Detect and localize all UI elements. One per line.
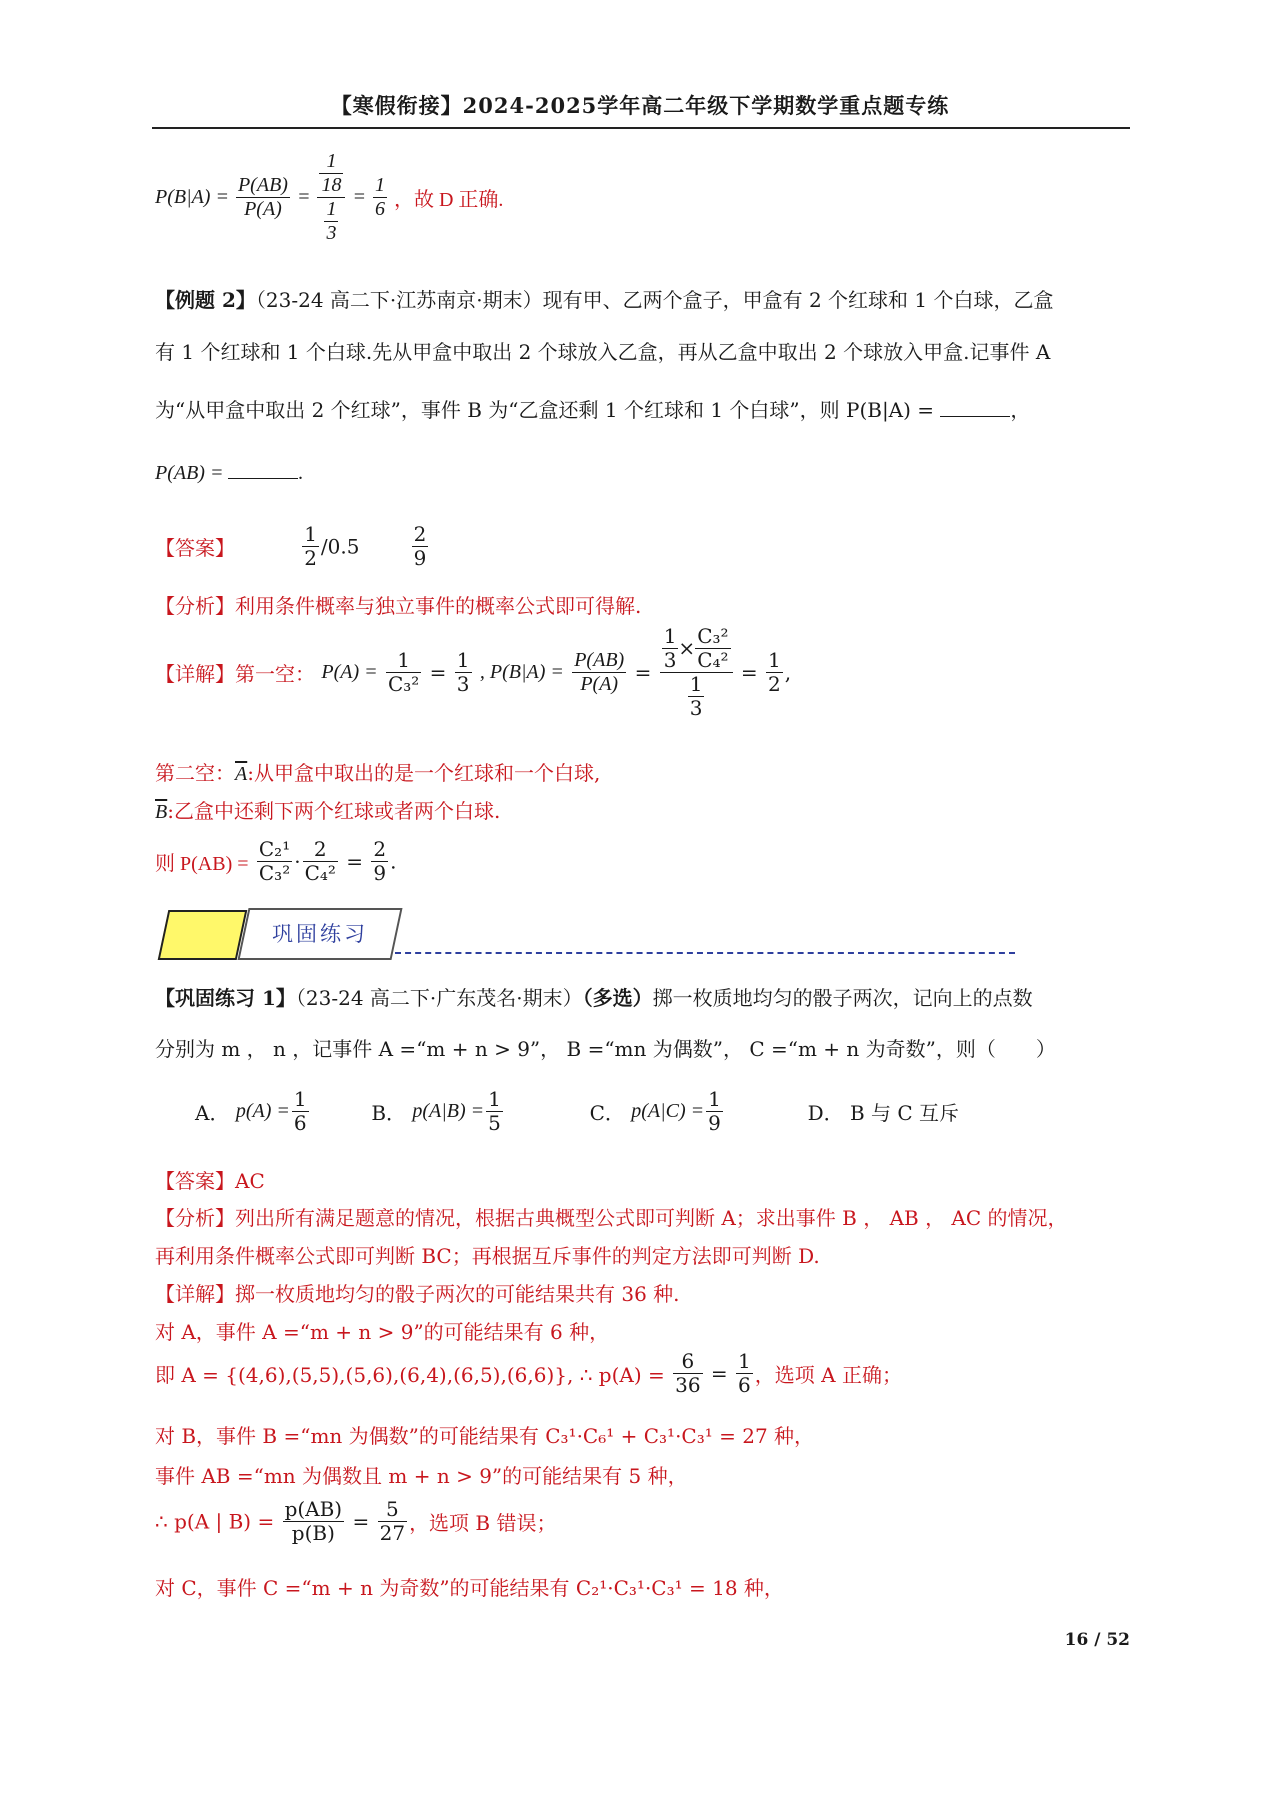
frac-den: 6 — [738, 1373, 751, 1397]
detail2-note: ，选项 B 错误； — [409, 1511, 557, 1535]
answer2: 【答案】AC — [155, 1169, 265, 1193]
option-expr: p(A) = — [235, 1100, 290, 1122]
answer-label: 【答案】 — [155, 536, 235, 560]
frac-num: 1 — [326, 198, 337, 220]
frac-num: 1 — [663, 624, 677, 648]
exercise1-options — [195, 1088, 959, 1135]
detail-tail: , — [784, 660, 792, 685]
detail-expr: , P(B|A) = — [479, 661, 564, 683]
frac-den: 36 — [675, 1373, 701, 1397]
page-number: 16 / 52 — [1064, 1630, 1130, 1650]
frac-den: 6 — [293, 1111, 307, 1135]
frac-num: 2 — [303, 838, 338, 862]
frac-den: 9 — [373, 861, 387, 885]
frac-num: P(AB) — [237, 174, 288, 196]
frac-den: 3 — [689, 696, 703, 720]
detail-label: 【详解】第一空： — [155, 662, 315, 686]
exercise-text: 掷一枚质地均匀的骰子两次，记向上的点数 — [652, 986, 1033, 1010]
detail2-line6: ∴ p(A | B) = $\frac{p(AB)}{p(B)}$ = $\frac{5}{27}$ ，选项 B 错误； — [155, 1497, 557, 1545]
equals: = — [429, 660, 447, 685]
option-c[interactable] — [589, 1087, 725, 1135]
frac-num: 1 — [319, 150, 343, 174]
second-blank-text: :从甲盒中取出的是一个红球和一个白球, — [247, 761, 601, 785]
example2-label: 【例题 2】 — [155, 288, 256, 312]
detail-expr: P(A) = — [321, 661, 378, 683]
option-key: C． — [589, 1101, 625, 1125]
frac-num: 1 — [304, 522, 317, 546]
exercise-text: （23-24 高二下·广东茂名·期末） — [295, 986, 583, 1010]
detail2-note: ，选项 A 正确； — [754, 1363, 902, 1387]
frac-den: C₃² — [387, 672, 420, 696]
exercise1-line2: 分别为 m ， n ，记事件 A =“m + n > 9”， B =“mn 为偶数”， C =“m + n 为奇数”，则（ ） — [155, 1037, 1056, 1061]
detail2-expr: ∴ p(A | B) = — [155, 1509, 275, 1534]
exercise-label: 【巩固练习 1】 — [155, 986, 296, 1010]
frac-num: 1 — [708, 1087, 721, 1111]
example2-line2: 有 1 个红球和 1 个白球.先从甲盒中取出 2 个球放入乙盒，再从乙盒中取出 2 个球放入甲盒.记事件 A — [155, 340, 1051, 364]
answer-blank — [940, 415, 1010, 417]
frac-den: C₄² — [697, 648, 729, 672]
times-sign: × — [678, 636, 696, 660]
option-a[interactable] — [195, 1087, 311, 1135]
frac-num: 1 — [386, 649, 421, 673]
option-key: A． — [195, 1101, 230, 1125]
second-blank-text: :乙盒中还剩下两个红球或者两个白球. — [167, 799, 501, 823]
frac-num: 2 — [413, 522, 427, 546]
frac-num: 1 — [374, 174, 385, 196]
event-symbol: $\overline{A}$ — [235, 763, 248, 785]
top-formula: P(B|A) = $\frac{P(AB)}{P(A)}$ = $\frac{\frac{1}{18}}{\frac{1}{3}}$ = $\frac{1}{6}$ ，故 D 正确. — [155, 150, 504, 244]
example2-expr: P(AB) = — [155, 462, 224, 484]
analysis1: 【分析】利用条件概率与独立事件的概率公式即可得解. — [155, 594, 642, 618]
frac-num: 1 — [293, 1087, 307, 1111]
event-symbol: $\overline{B}$ — [155, 801, 168, 823]
formula-note: ，故 D 正确. — [393, 189, 504, 211]
second-blank-expr: 则 P(AB) = — [155, 853, 249, 875]
second-blank-line3: 则 P(AB) = $\frac{\text{C₂¹}}{\text{C₃²}}$ · $\frac{2}{\text{C₄²}}$ = $\frac{2}{9}$ . — [155, 837, 397, 885]
frac-num: 6 — [673, 1350, 702, 1374]
answer-alt: /0.5 — [320, 534, 360, 559]
frac-num: C₂¹ — [258, 837, 291, 861]
detail2-line3: 即 A = {(4,6),(5,5),(5,6),(6,4),(6,5),(6,6)}, ∴ p(A) = $\frac{6}{36}$ = $\frac{1}{6}$ ，选项 A 正确； — [155, 1349, 902, 1397]
second-blank-tail: . — [390, 849, 397, 874]
option-expr: p(A|C) = — [631, 1100, 705, 1122]
frac-num: 1 — [768, 648, 781, 672]
banner-dashed-rule — [395, 952, 1015, 954]
example2-line3 — [155, 394, 1030, 423]
analysis2-line1: 【分析】列出所有满足题意的情况，根据古典概型公式即可判断 A；求出事件 B ， AB ， AC 的情况， — [155, 1206, 1068, 1230]
answer1 — [155, 523, 430, 570]
frac-den: C₃² — [258, 861, 291, 885]
frac-den: 3 — [326, 222, 337, 244]
answer-blank — [228, 477, 298, 479]
option-expr: B 与 C 互斥 — [849, 1101, 960, 1125]
frac-num: 2 — [373, 837, 387, 861]
example2-text: 为“从甲盒中取出 2 个红球”，事件 B 为“乙盒还剩 1 个红球和 1 个白球”，则 P(B|A) = — [155, 398, 935, 422]
frac-num: 1 — [488, 1087, 501, 1111]
frac-den: 3 — [663, 648, 677, 672]
detail2-line5: 事件 AB =“mn 为偶数且 m + n > 9”的可能结果有 5 种， — [155, 1464, 688, 1488]
frac-den: 18 — [321, 174, 342, 196]
frac-den: 3 — [456, 672, 470, 696]
analysis2-line2: 再利用条件概率公式即可判断 BC；再根据互斥事件的判定方法即可判断 D. — [155, 1244, 820, 1268]
banner-title-box — [237, 908, 402, 960]
detail2-line7: 对 C，事件 C =“m + n 为奇数”的可能结果有 C₂¹·C₃¹·C₃¹ = 18 种， — [155, 1576, 784, 1600]
frac-num: 1 — [689, 672, 703, 696]
header-rule — [152, 127, 1130, 129]
detail2-line1: 【详解】掷一枚质地均匀的骰子两次的可能结果共有 36 种. — [155, 1282, 680, 1306]
option-d[interactable] — [807, 1098, 960, 1125]
detail2-line4: 对 B，事件 B =“mn 为偶数”的可能结果有 C₃¹·C₆¹ + C₃¹·C₃¹ = 27 种， — [155, 1424, 815, 1448]
example2-line4 — [155, 462, 303, 485]
frac-den: P(A) — [244, 198, 282, 220]
dot-sign: · — [294, 849, 301, 874]
frac-num: C₃² — [697, 624, 729, 648]
frac-den: C₄² — [304, 861, 336, 885]
frac-num: 1 — [456, 648, 470, 672]
example2-text: （23-24 高二下·江苏南京·期末）现有甲、乙两个盒子，甲盒有 2 个红球和 1 个白球，乙盒 — [255, 288, 1054, 312]
exercise-tag: （多选） — [582, 986, 653, 1010]
frac-den: 2 — [304, 546, 317, 570]
banner-yellow-block — [158, 910, 248, 960]
frac-den: 9 — [413, 546, 427, 570]
frac-den: 27 — [379, 1521, 406, 1545]
frac-num: 5 — [378, 1498, 407, 1522]
detail2-expr: 即 A = {(4,6),(5,5),(5,6),(6,4),(6,5),(6,6)}, ∴ p(A) = — [155, 1363, 665, 1387]
option-expr: p(A|B) = — [412, 1100, 485, 1122]
frac-num: p(AB) — [284, 1497, 343, 1521]
banner-title: 巩固练习 — [272, 922, 368, 946]
example2-expr-end: . — [298, 462, 304, 484]
frac-num: 1 — [738, 1349, 751, 1373]
frac-den: 9 — [708, 1111, 721, 1135]
page-header: 【寒假衔接】2024-2025学年高二年级下学期数学重点题专练 — [330, 93, 950, 118]
frac-den: 5 — [488, 1111, 501, 1135]
example2-text-end: ， — [1010, 398, 1031, 422]
option-key: D． — [807, 1101, 844, 1125]
frac-den: 6 — [374, 198, 385, 220]
frac-den: 2 — [768, 672, 781, 696]
example2-line1 — [155, 284, 1054, 313]
frac-den: P(A) — [580, 673, 619, 695]
frac-den: p(B) — [291, 1521, 335, 1545]
frac-num: P(AB) — [574, 649, 625, 671]
second-blank-line2 — [155, 795, 500, 824]
exercise1-line1 — [155, 982, 1033, 1011]
detail1: 【详解】第一空： P(A) = $\frac{1}{\text{C₃²}}$ = $\frac{1}{3}$ , P(B|A) = $\frac{P(AB)}{P(A)}$ = $\frac{1}{3}$ × $\frac{\text{C₃²}}{\text{C₄²}}$ $\frac{1}{3}$ = $\frac{1}{2}$ , — [155, 624, 792, 720]
formula-lhs: P(B|A) = — [155, 186, 229, 208]
detail2-line2: 对 A，事件 A =“m + n > 9”的可能结果有 6 种， — [155, 1320, 610, 1344]
second-blank-line1: 第二空：$\overline{A}$:从甲盒中取出的是一个红球和一个白球, — [155, 761, 601, 785]
option-key: B． — [371, 1101, 407, 1125]
option-b[interactable] — [371, 1087, 505, 1135]
